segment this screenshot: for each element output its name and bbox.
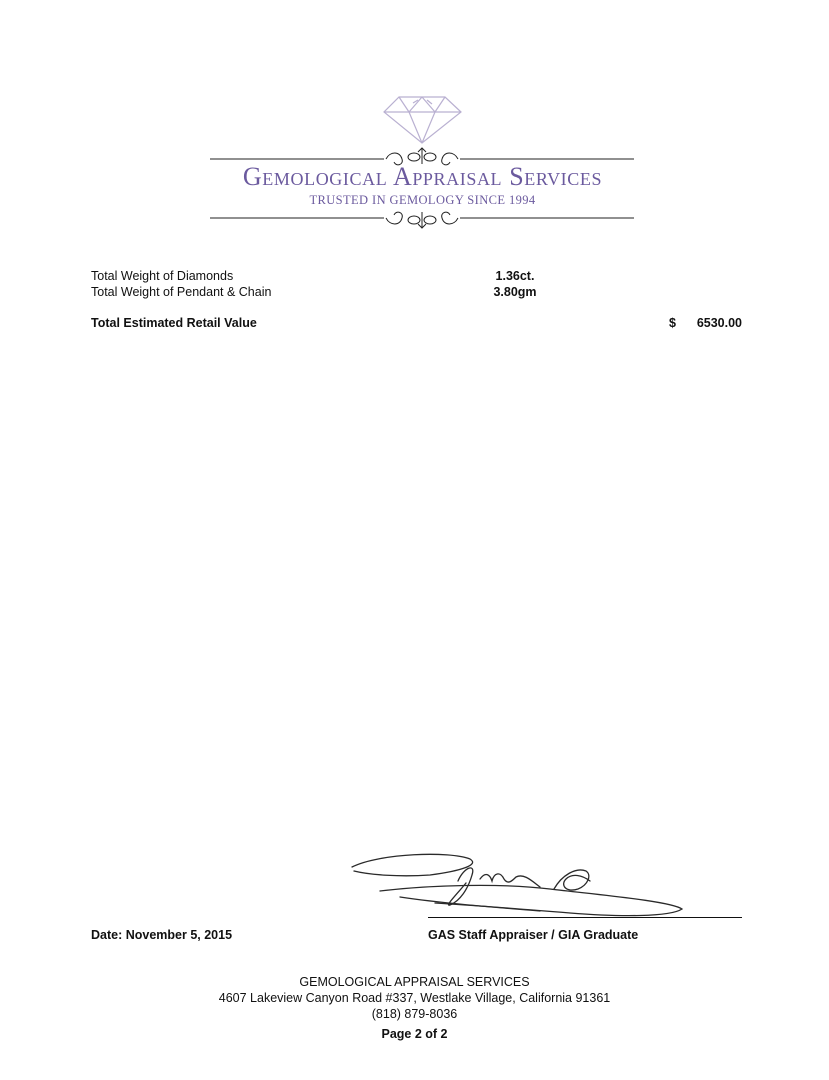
footer-company: GEMOLOGICAL APPRAISAL SERVICES [299,975,530,989]
appraiser-title: GAS Staff Appraiser / GIA Graduate [428,928,639,942]
page-number: Page 2 of 2 [381,1027,448,1041]
company-name: Gemological Appraisal Services [242,162,603,191]
appraisal-date: Date: November 5, 2015 [91,928,233,942]
pendant-weight-value: 3.80gm [493,285,537,299]
company-tagline: TRUSTED IN GEMOLOGY SINCE 1994 [309,193,536,207]
currency-symbol: $ [669,316,676,330]
pendant-weight-label: Total Weight of Pendant & Chain [91,285,272,299]
total-value-label: Total Estimated Retail Value [91,316,257,330]
total-value-amount: 6530.00 [696,316,742,330]
bottom-ornament-rule [210,212,634,228]
footer-address: 4607 Lakeview Canyon Road #337, Westlake Village, California 91361 [218,991,611,1005]
appraiser-signature [340,845,700,925]
diamond-weight-label: Total Weight of Diamonds [91,269,234,283]
diamond-logo-icon [384,97,461,143]
footer-phone: (818) 879-8036 [371,1007,458,1021]
diamond-weight-value: 1.36ct. [495,269,535,283]
signature-line [428,917,742,918]
